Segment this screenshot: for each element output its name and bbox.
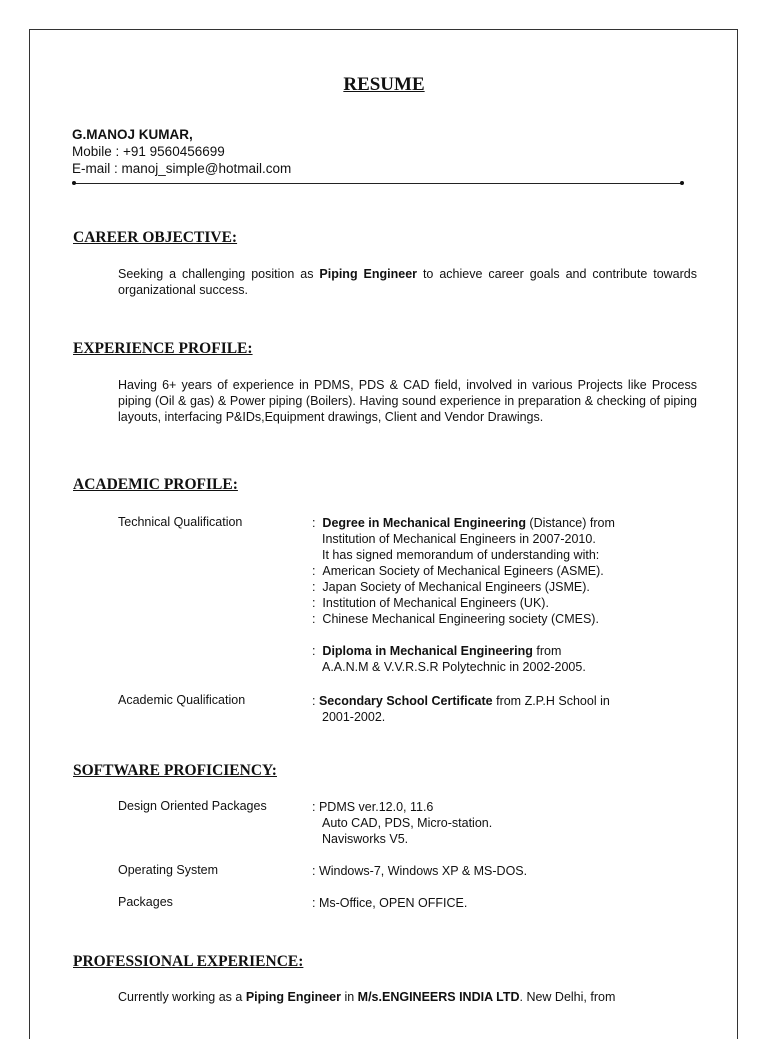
professional-experience-text: Currently working as a Piping Engineer in M/s.ENGINEERS INDIA LTD. New Delhi, from bbox=[118, 990, 616, 1004]
academic-profile-heading: ACADEMIC PROFILE: bbox=[73, 476, 238, 493]
career-objective-heading: CAREER OBJECTIVE: bbox=[73, 229, 238, 246]
divider-dot-right bbox=[680, 181, 684, 185]
header-divider bbox=[74, 183, 682, 184]
operating-system-label: Operating System bbox=[118, 863, 219, 877]
candidate-name: G.MANOJ KUMAR, bbox=[72, 127, 193, 142]
packages-value: : Ms-Office, OPEN OFFICE. bbox=[312, 896, 468, 910]
mobile-line: Mobile : +91 9560456699 bbox=[72, 144, 225, 159]
resume-title: RESUME bbox=[343, 74, 425, 95]
design-packages-value: : PDMS ver.12.0, 11.6 Auto CAD, PDS, Micro-station. Navisworks V5. bbox=[312, 800, 493, 846]
experience-profile-heading: EXPERIENCE PROFILE: bbox=[73, 340, 253, 357]
diploma-value: : Diploma in Mechanical Engineering from A.A.N.M & V.V.R.S.R Polytechnic in 2002-2005. bbox=[312, 644, 586, 674]
technical-qualification-label: Technical Qualification bbox=[118, 515, 243, 529]
packages-label: Packages bbox=[118, 895, 173, 909]
operating-system-value: : Windows-7, Windows XP & MS-DOS. bbox=[312, 864, 528, 878]
academic-qualification-value: : Secondary School Certificate from Z.P.H School in 2001-2002. bbox=[312, 694, 610, 724]
academic-qualification-label: Academic Qualification bbox=[118, 693, 246, 707]
design-packages-label: Design Oriented Packages bbox=[118, 799, 267, 813]
experience-profile-text: Having 6+ years of experience in PDMS, PDS & CAD field, involved in various Projects like Process piping (Oil & gas) & Power piping (Boilers). Having sound experience in preparation & checking of piping layouts, interfacing P&IDs,Equipment drawings, Client and Vendor Drawings. bbox=[118, 378, 697, 424]
professional-experience-heading: PROFESSIONAL EXPERIENCE: bbox=[73, 953, 304, 970]
career-objective-text: Seeking a challenging position as Piping Engineer to achieve career goals and contribute towards organizational success. bbox=[118, 267, 697, 297]
technical-qualification-value: : Degree in Mechanical Engineering (Distance) from Institution of Mechanical Engineers in 2007-2010. It has signed memorandum of understanding with: : American Society of Mechanical Egineers (ASME). : Japan Society of Mechanical Engineers (JSME). : Institution of Mechanical Engineers (UK). : Chinese Mechanical Engineering society (CMES). bbox=[312, 516, 615, 626]
software-proficiency-heading: SOFTWARE PROFICIENCY: bbox=[73, 762, 277, 779]
email-line: E-mail : manoj_simple@hotmail.com bbox=[72, 161, 292, 176]
divider-dot-left bbox=[72, 181, 76, 185]
